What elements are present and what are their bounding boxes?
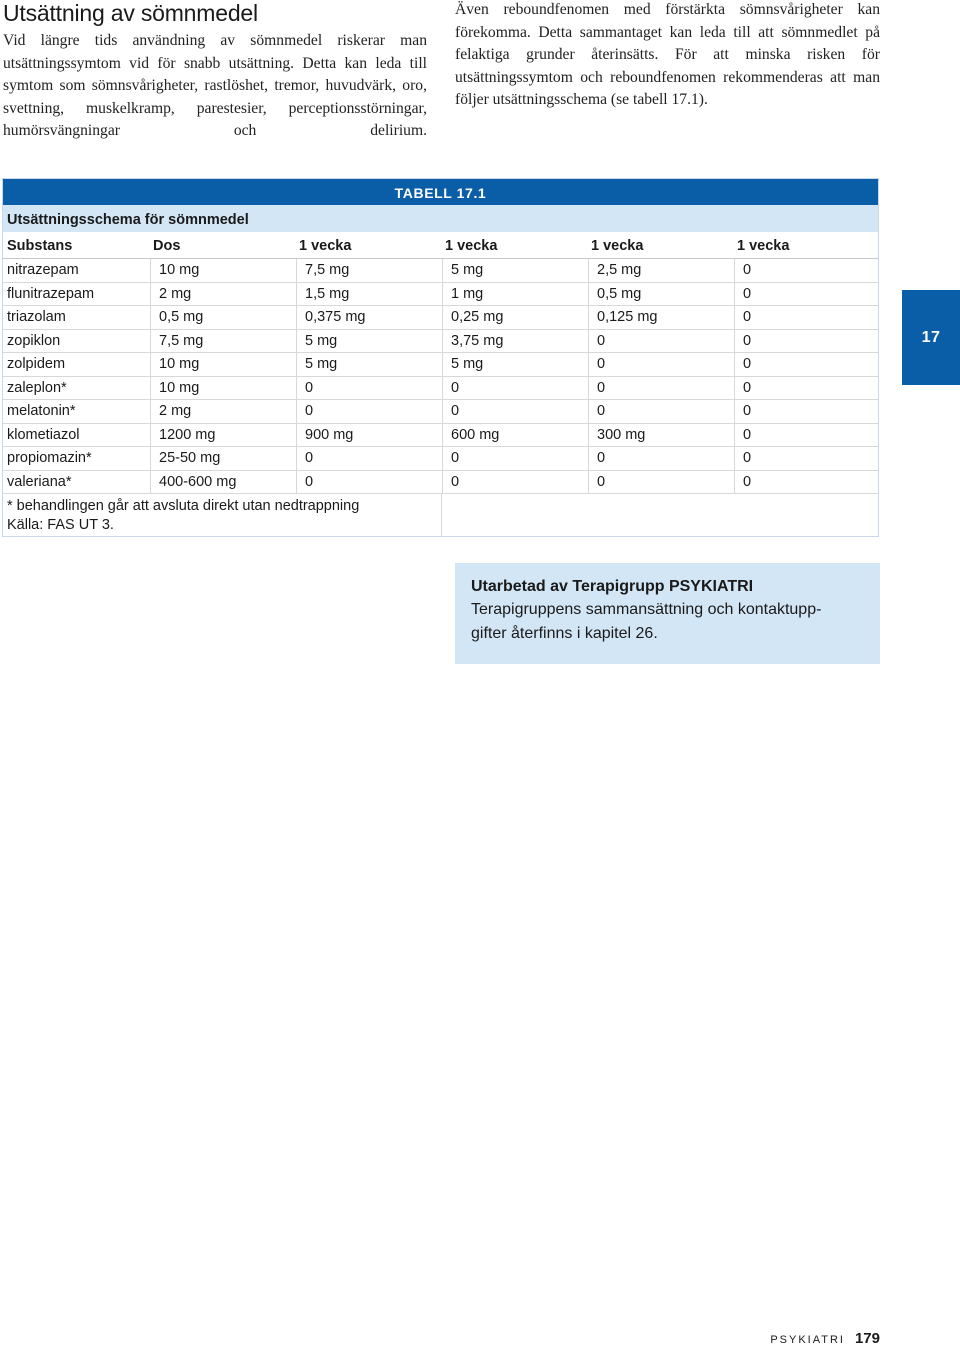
dose-cell: 3,75 mg: [443, 330, 589, 353]
dose-cell: 0: [589, 400, 735, 423]
dose-cell: 0: [743, 262, 752, 278]
dose-cell: 400-600 mg: [151, 471, 297, 494]
dose-cell: 0: [443, 400, 589, 423]
dose-cell: 10 mg: [151, 377, 297, 400]
dose-cell: 0: [743, 285, 752, 302]
substance-cell: flunitrazepam: [3, 283, 151, 306]
table-row: [3, 306, 878, 330]
dose-cell: 0,375 mg: [297, 306, 443, 329]
page-footer: [770, 1330, 880, 1347]
table-row: [3, 471, 878, 495]
table-row: [3, 259, 878, 283]
running-footer-section: PSYKIATRI: [770, 1334, 845, 1346]
table-row: [3, 424, 878, 448]
header-cell: 1 vecka: [299, 238, 352, 254]
substance-cell: triazolam: [3, 306, 151, 329]
table-header-row: [3, 232, 878, 259]
info-text-line: Terapigruppens sammansättning och kontaktupp-: [471, 601, 822, 618]
dose-cell: 0,5 mg: [151, 306, 297, 329]
info-title: Utarbetad av Terapigrupp PSYKIATRI: [471, 578, 754, 595]
dose-cell: 0: [743, 473, 752, 490]
dose-cell: 0: [297, 400, 443, 423]
dose-cell: 0: [743, 332, 752, 349]
right-column: [455, 0, 880, 112]
table-row: [3, 330, 878, 354]
dose-cell: 900 mg: [297, 424, 443, 447]
info-text-line: gifter återfinns i kapitel 26.: [471, 625, 658, 642]
header-cell: 1 vecka: [445, 238, 498, 254]
dose-cell: 0: [589, 471, 735, 494]
substance-cell: propiomazin*: [3, 447, 151, 470]
dose-cell: 2 mg: [151, 283, 297, 306]
dose-cell: 5 mg: [443, 353, 589, 376]
footer-divider: [441, 494, 442, 536]
info-box: [455, 563, 880, 664]
dose-cell: 0,5 mg: [589, 283, 735, 306]
dose-cell: 5 mg: [297, 353, 443, 376]
dose-cell: 7,5 mg: [297, 259, 443, 282]
dose-cell: 1200 mg: [151, 424, 297, 447]
dose-cell: 0: [589, 330, 735, 353]
chapter-tab: 17: [902, 290, 960, 385]
page-number: 179: [854, 1330, 880, 1347]
dose-cell: 300 mg: [589, 424, 735, 447]
dose-cell: 0: [589, 377, 735, 400]
left-paragraph: Vid längre tids användning av sömnmedel riskerar man utsättningssymtom vid för snabb utsättning. Detta kan leda till symtom som sömnsvårigheter, rastlöshet, tremor, huvudvärk, oro, svettning, muskelkramp, parestesier, perceptionsstörningar, humörsvängningar och delirium.: [3, 32, 427, 140]
dose-cell: 0: [589, 353, 735, 376]
table-row: [3, 377, 878, 401]
dose-cell: 0: [743, 379, 752, 396]
section-heading: Utsättning av sömnmedel: [3, 0, 258, 26]
dose-cell: 0: [297, 377, 443, 400]
table-row: [3, 353, 878, 377]
withdrawal-table: [2, 178, 879, 537]
dose-cell: 7,5 mg: [151, 330, 297, 353]
table-row: [3, 400, 878, 424]
dose-cell: 0: [443, 447, 589, 470]
dose-cell: 0: [743, 450, 752, 466]
table-label: TABELL 17.1: [3, 179, 878, 205]
table-row: [3, 447, 878, 471]
dose-cell: 25-50 mg: [151, 447, 297, 470]
dose-cell: 2 mg: [151, 400, 297, 423]
substance-cell: nitrazepam: [3, 259, 151, 282]
substance-cell: klometiazol: [3, 424, 151, 447]
dose-cell: 0: [743, 309, 752, 325]
dose-cell: 0: [443, 471, 589, 494]
dose-cell: 0,25 mg: [443, 306, 589, 329]
substance-cell: melatonin*: [3, 400, 151, 423]
substance-cell: zaleplon*: [3, 377, 151, 400]
dose-cell: 0: [443, 377, 589, 400]
dose-cell: 0,125 mg: [589, 306, 735, 329]
dose-cell: 1 mg: [443, 283, 589, 306]
table-body: [3, 259, 878, 494]
dose-cell: 0: [743, 356, 752, 372]
header-cell: Dos: [153, 238, 181, 254]
dose-cell: 10 mg: [151, 353, 297, 376]
dose-cell: 10 mg: [151, 259, 297, 282]
right-paragraph: Även reboundfenomen med förstärkta sömnsvårigheter kan förekomma. Detta sammantaget kan leda till att sömnmedlet på felaktiga grunder återinsätts. För att minska risken för utsättningssymtom och reboundfenomen rekommenderas att man följer utsättningsschema (se tabell 17.1).: [455, 1, 880, 109]
header-cell: 1 vecka: [591, 238, 644, 254]
table-source: Källa: FAS UT 3.: [7, 517, 114, 533]
dose-cell: 2,5 mg: [589, 259, 735, 282]
table-caption: Utsättningsschema för sömnmedel: [3, 205, 878, 232]
dose-cell: 0: [743, 403, 752, 419]
dose-cell: 5 mg: [443, 259, 589, 282]
substance-cell: zolpidem: [3, 353, 151, 376]
substance-cell: zopiklon: [3, 330, 151, 353]
dose-cell: 0: [743, 426, 752, 443]
table-footer: [3, 494, 878, 536]
dose-cell: 5 mg: [297, 330, 443, 353]
header-cell: 1 vecka: [737, 238, 790, 254]
dose-cell: 0: [589, 447, 735, 470]
substance-cell: valeriana*: [3, 471, 151, 494]
header-cell: Substans: [7, 238, 73, 254]
dose-cell: 0: [297, 471, 443, 494]
dose-cell: 600 mg: [443, 424, 589, 447]
dose-cell: 1,5 mg: [297, 283, 443, 306]
dose-cell: 0: [297, 447, 443, 470]
table-footnote: * behandlingen går att avsluta direkt utan nedtrappning: [7, 498, 360, 514]
left-column: [3, 0, 427, 143]
table-row: [3, 283, 878, 307]
